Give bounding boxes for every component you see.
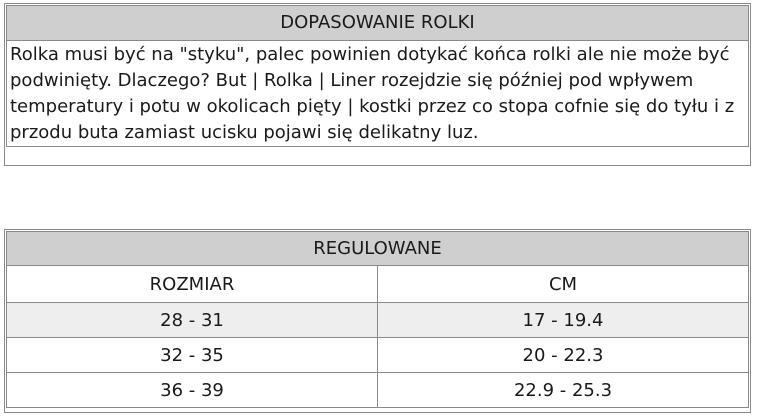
size-cell: 36 - 39 bbox=[7, 373, 378, 408]
column-header-cm: CM bbox=[378, 266, 749, 303]
table-row bbox=[7, 303, 748, 338]
table-row bbox=[7, 373, 748, 408]
size-table-title: REGULOWANE bbox=[7, 232, 748, 266]
size-cell: 32 - 35 bbox=[7, 338, 378, 373]
fit-info-panel bbox=[4, 3, 751, 166]
size-table-panel bbox=[4, 229, 751, 413]
size-cell: 28 - 31 bbox=[7, 303, 378, 338]
size-table bbox=[7, 232, 748, 407]
fit-info-frame bbox=[6, 5, 749, 147]
table-row bbox=[7, 338, 748, 373]
size-table-header-row bbox=[7, 266, 748, 303]
fit-section-title: DOPASOWANIE ROLKI bbox=[7, 6, 748, 41]
cm-cell: 22.9 - 25.3 bbox=[378, 373, 749, 408]
fit-description: Rolka musi być na "styku", palec powinien dotykać końca rolki ale nie może być podwinięty. Dlaczego? But | Rolka | Liner rozejdzie się później pod wpływem temperatury i potu w okolicach pięty | kostki przez co stopa cofnie się do tyłu i z przodu buta zamiast ucisku pojawi się delikatny luz. bbox=[10, 44, 735, 143]
cm-cell: 20 - 22.3 bbox=[378, 338, 749, 373]
size-table-frame bbox=[6, 231, 749, 408]
column-header-size: ROZMIAR bbox=[7, 266, 378, 303]
cm-cell: 17 - 19.4 bbox=[378, 303, 749, 338]
